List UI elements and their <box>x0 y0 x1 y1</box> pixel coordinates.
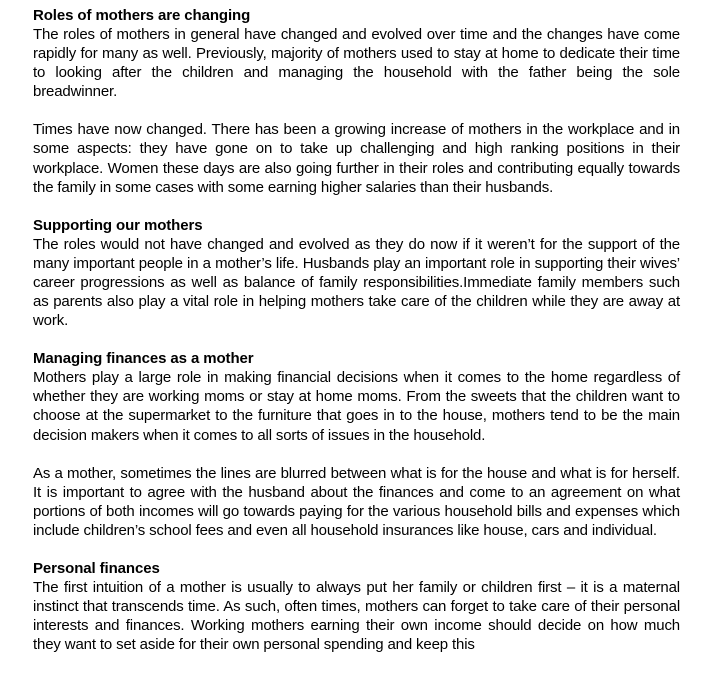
section-spacer <box>33 197 680 216</box>
paragraph: Mothers play a large role in making financial decisions when it comes to the home regardless of whether they are working moms or stay at home moms. From the sweets that the children want to choose at the supermarket to the furniture that goes in to the house, mothers tend to be the main decision makers when it comes to all sorts of issues in the household. <box>33 369 680 444</box>
document-text-column <box>33 6 680 654</box>
section-supporting-our-mothers <box>33 216 680 330</box>
section-personal-finances <box>33 559 680 654</box>
paragraph: The roles would not have changed and evolved as they do now if it weren’t for the support of the many important people in a mother’s life. Husbands play an important role in supporting their wives’ career progressions as well as balance of family responsibilities.Immediate family members such as parents also play a vital role in helping mothers take care of the children while they are away at work. <box>33 235 680 330</box>
paragraph: The roles of mothers in general have changed and evolved over time and the changes have come rapidly for many as well. Previously, majority of mothers used to stay at home to dedicate their time to looking after the children and managing the household with the father being the sole breadwinner. <box>33 26 680 101</box>
paragraph: The first intuition of a mother is usually to always put her family or children first – it is a maternal instinct that transcends time. As such, often times, mothers can forget to take care of their personal interests and finances. Working mothers earning their own income should decide on how much they want to set aside for their own personal spending and keep this <box>33 578 680 654</box>
section-heading: Managing finances as a mother <box>33 350 254 368</box>
section-spacer <box>33 540 680 559</box>
section-spacer <box>33 330 680 349</box>
paragraph-spacer <box>33 101 680 120</box>
paragraph: Times have now changed. There has been a growing increase of mothers in the workplace and in some aspects: they have gone on to take up challenging and high ranking positions in their workplace. Women these days are also going further in their roles and contributing equally towards the family in some cases with some earning higher salaries than their husbands. <box>33 121 680 196</box>
paragraph-spacer <box>33 445 680 464</box>
paragraph: As a mother, sometimes the lines are blurred between what is for the house and what is for herself. It is important to agree with the husband about the finances and come to an agreement on what portions of both incomes will go towards paying for the various household bills and expenses which include children’s school fees and even all household insurances like house, cars and individual. <box>33 464 680 539</box>
section-heading: Supporting our mothers <box>33 216 203 234</box>
section-heading: Personal finances <box>33 559 160 577</box>
section-managing-finances-as-a-mother <box>33 349 680 540</box>
section-heading: Roles of mothers are changing <box>33 7 251 24</box>
section-roles-of-mothers-are-changing <box>33 6 680 197</box>
